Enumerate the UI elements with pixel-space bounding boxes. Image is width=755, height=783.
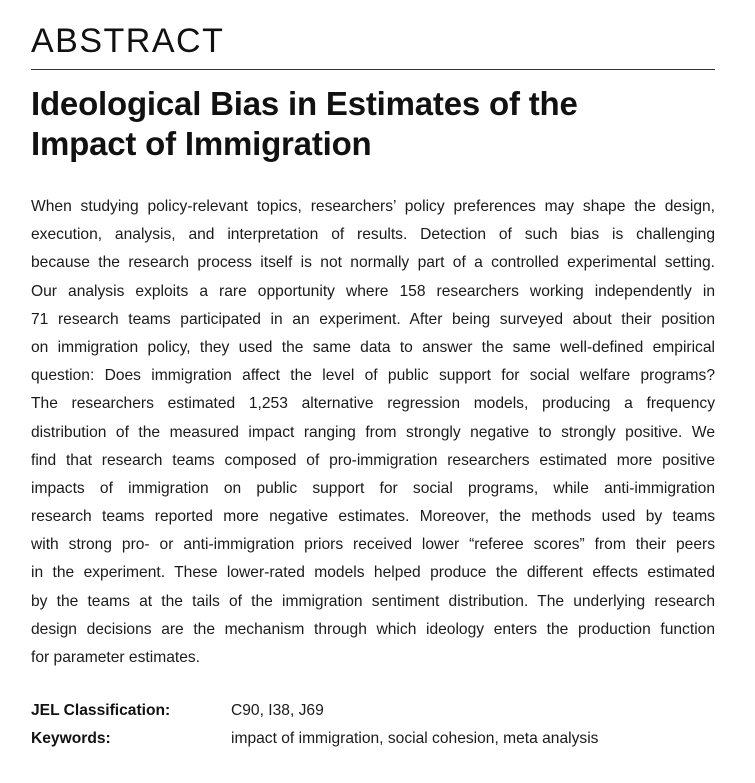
keywords-value: impact of immigration, social cohesion, meta analysis bbox=[231, 730, 599, 747]
abstract-line: question: Does immigration affect the level of public support for social welfare programs? bbox=[31, 367, 715, 385]
keywords-label: Keywords: bbox=[31, 730, 111, 747]
abstract-line: on immigration policy, they used the same data to answer the same well-defined empirical bbox=[31, 338, 715, 356]
paper-metadata bbox=[31, 697, 715, 753]
abstract-line: with strong pro- or anti-immigration priors received lower “referee scores” from their peers bbox=[31, 536, 715, 554]
title-line: Ideological Bias in Estimates of the bbox=[31, 85, 578, 122]
header-rule bbox=[31, 69, 715, 70]
jel-value: C90, I38, J69 bbox=[231, 702, 324, 719]
abstract-line: 71 research teams participated in an experiment. After being surveyed about their position bbox=[31, 310, 715, 328]
abstract-line: design decisions are the mechanism through which ideology enters the production function bbox=[31, 620, 715, 638]
abstract-line: research teams reported more negative estimates. Moreover, the methods used by teams bbox=[31, 508, 715, 526]
abstract-line: distribution of the measured impact ranging from strongly negative to strongly positive. We bbox=[31, 423, 715, 441]
section-label: ABSTRACT bbox=[31, 22, 225, 60]
abstract-line: When studying policy-relevant topics, researchers’ policy preferences may shape the design, bbox=[31, 198, 715, 215]
jel-row bbox=[31, 697, 715, 725]
abstract-line: Our analysis exploits a rare opportunity where 158 researchers working independently in bbox=[31, 282, 715, 300]
abstract-line: because the research process itself is not normally part of a controlled experimental setting. bbox=[31, 254, 715, 272]
abstract-line: The researchers estimated 1,253 alternative regression models, producing a frequency bbox=[31, 395, 715, 413]
abstract-line: for parameter estimates. bbox=[31, 649, 200, 666]
abstract-line: find that research teams composed of pro-immigration researchers estimated more positive bbox=[31, 451, 715, 469]
abstract-line: impacts of immigration on public support for social programs, while anti-immigration bbox=[31, 479, 715, 497]
keywords-row bbox=[31, 725, 715, 753]
jel-label: JEL Classification: bbox=[31, 702, 171, 719]
abstract-body bbox=[31, 193, 715, 672]
paper-title bbox=[31, 84, 715, 164]
abstract-line: in the experiment. These lower-rated models helped produce the different effects estimated bbox=[31, 564, 715, 582]
abstract-line: by the teams at the tails of the immigration sentiment distribution. The underlying research bbox=[31, 592, 715, 610]
title-line: Impact of Immigration bbox=[31, 125, 372, 162]
abstract-line: execution, analysis, and interpretation of results. Detection of such bias is challenging bbox=[31, 226, 715, 244]
